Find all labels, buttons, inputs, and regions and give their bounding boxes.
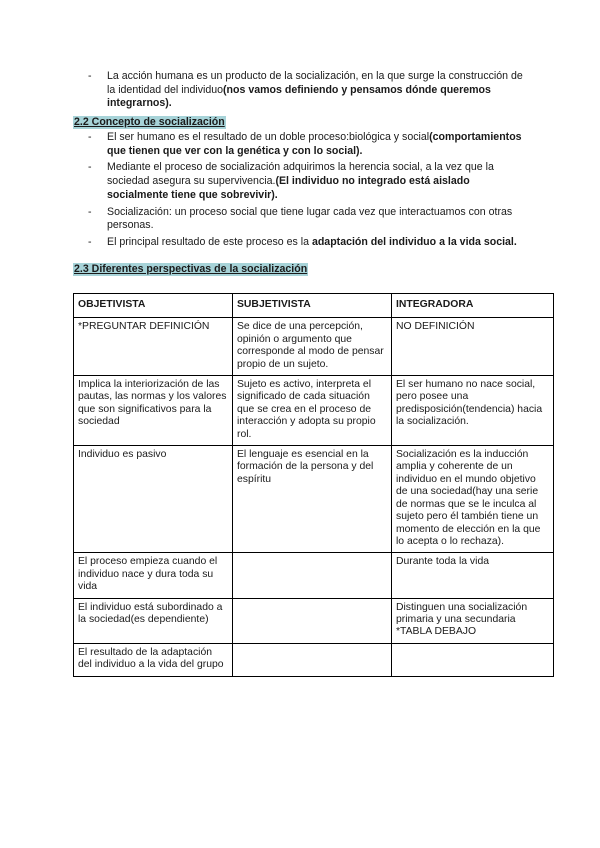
list-item: - Socialización: un proceso social que tiene lugar cada vez que interactuamos con otras personas. bbox=[88, 206, 528, 233]
table-row bbox=[74, 446, 554, 553]
table-cell bbox=[392, 643, 554, 676]
list-item: - El ser humano es el resultado de un doble proceso:biológica y social(comportamientos que tienen que ver con la genética y con lo social). bbox=[88, 131, 528, 158]
perspectives-table bbox=[73, 293, 554, 677]
table-cell: Sujeto es activo, interpreta el significado de cada situación que se crea en el proceso de interacción y adopta su propio rol. bbox=[233, 376, 392, 446]
table-cell: El ser humano no nace social, pero posee una predisposición(tendencia) hacia la socialización. bbox=[392, 376, 554, 446]
table-cell bbox=[233, 598, 392, 643]
table-cell: El resultado de la adaptación del individuo a la vida del grupo bbox=[74, 643, 233, 676]
intro-bullet-list bbox=[88, 70, 528, 114]
table-cell: NO DEFINICIÓN bbox=[392, 318, 554, 376]
table-header-row bbox=[74, 294, 554, 318]
table-cell: Individuo es pasivo bbox=[74, 446, 233, 553]
header-objetivista: OBJETIVISTA bbox=[74, 294, 233, 318]
table-cell: Durante toda la vida bbox=[392, 553, 554, 598]
table-cell: Se dice de una percepción, opinión o argumento que corresponde al modo de pensar propio de un sujeto. bbox=[233, 318, 392, 376]
table-cell: El individuo está subordinado a la sociedad(es dependiente) bbox=[74, 598, 233, 643]
list-item: - El principal resultado de este proceso es la adaptación del individuo a la vida social. bbox=[88, 236, 528, 250]
table-cell bbox=[233, 553, 392, 598]
table-cell: Socialización es la inducción amplia y coherente de un individuo en el mundo objetivo de una sociedad(hay una serie de normas que se le inculca al sujeto pero él también tiene un momento de elección en la que lo acepta o lo rechaza). bbox=[392, 446, 554, 553]
table-row bbox=[74, 598, 554, 643]
section-heading-perspectivas: 2.3 Diferentes perspectivas de la socialización bbox=[74, 263, 308, 275]
list-item: - La acción humana es un producto de la socialización, en la que surge la construcción de la identidad del individuo(nos vamos definiendo y pensamos dónde queremos integrarnos). bbox=[88, 70, 528, 111]
table-cell bbox=[233, 643, 392, 676]
table-cell: El proceso empieza cuando el individuo nace y dura toda su vida bbox=[74, 553, 233, 598]
list-item: - Mediante el proceso de socialización adquirimos la herencia social, a la vez que la sociedad asegura su supervivencia.(El individuo no integrado está aislado socialmente tiene que sobrevivir). bbox=[88, 161, 528, 202]
table-row bbox=[74, 318, 554, 376]
table-row bbox=[74, 376, 554, 446]
table-cell: Implica la interiorización de las pautas, las normas y los valores que son significativos para la sociedad bbox=[74, 376, 233, 446]
header-integradora: INTEGRADORA bbox=[392, 294, 554, 318]
table-row bbox=[74, 643, 554, 676]
concepto-bullet-list bbox=[88, 131, 528, 253]
header-subjetivista: SUBJETIVISTA bbox=[233, 294, 392, 318]
section-heading-concepto: 2.2 Concepto de socialización bbox=[74, 116, 225, 128]
table-row bbox=[74, 553, 554, 598]
table-cell: *PREGUNTAR DEFINICIÓN bbox=[74, 318, 233, 376]
table-cell: Distinguen una socialización primaria y una secundaria *TABLA DEBAJO bbox=[392, 598, 554, 643]
table-cell: El lenguaje es esencial en la formación de la persona y del espíritu bbox=[233, 446, 392, 553]
